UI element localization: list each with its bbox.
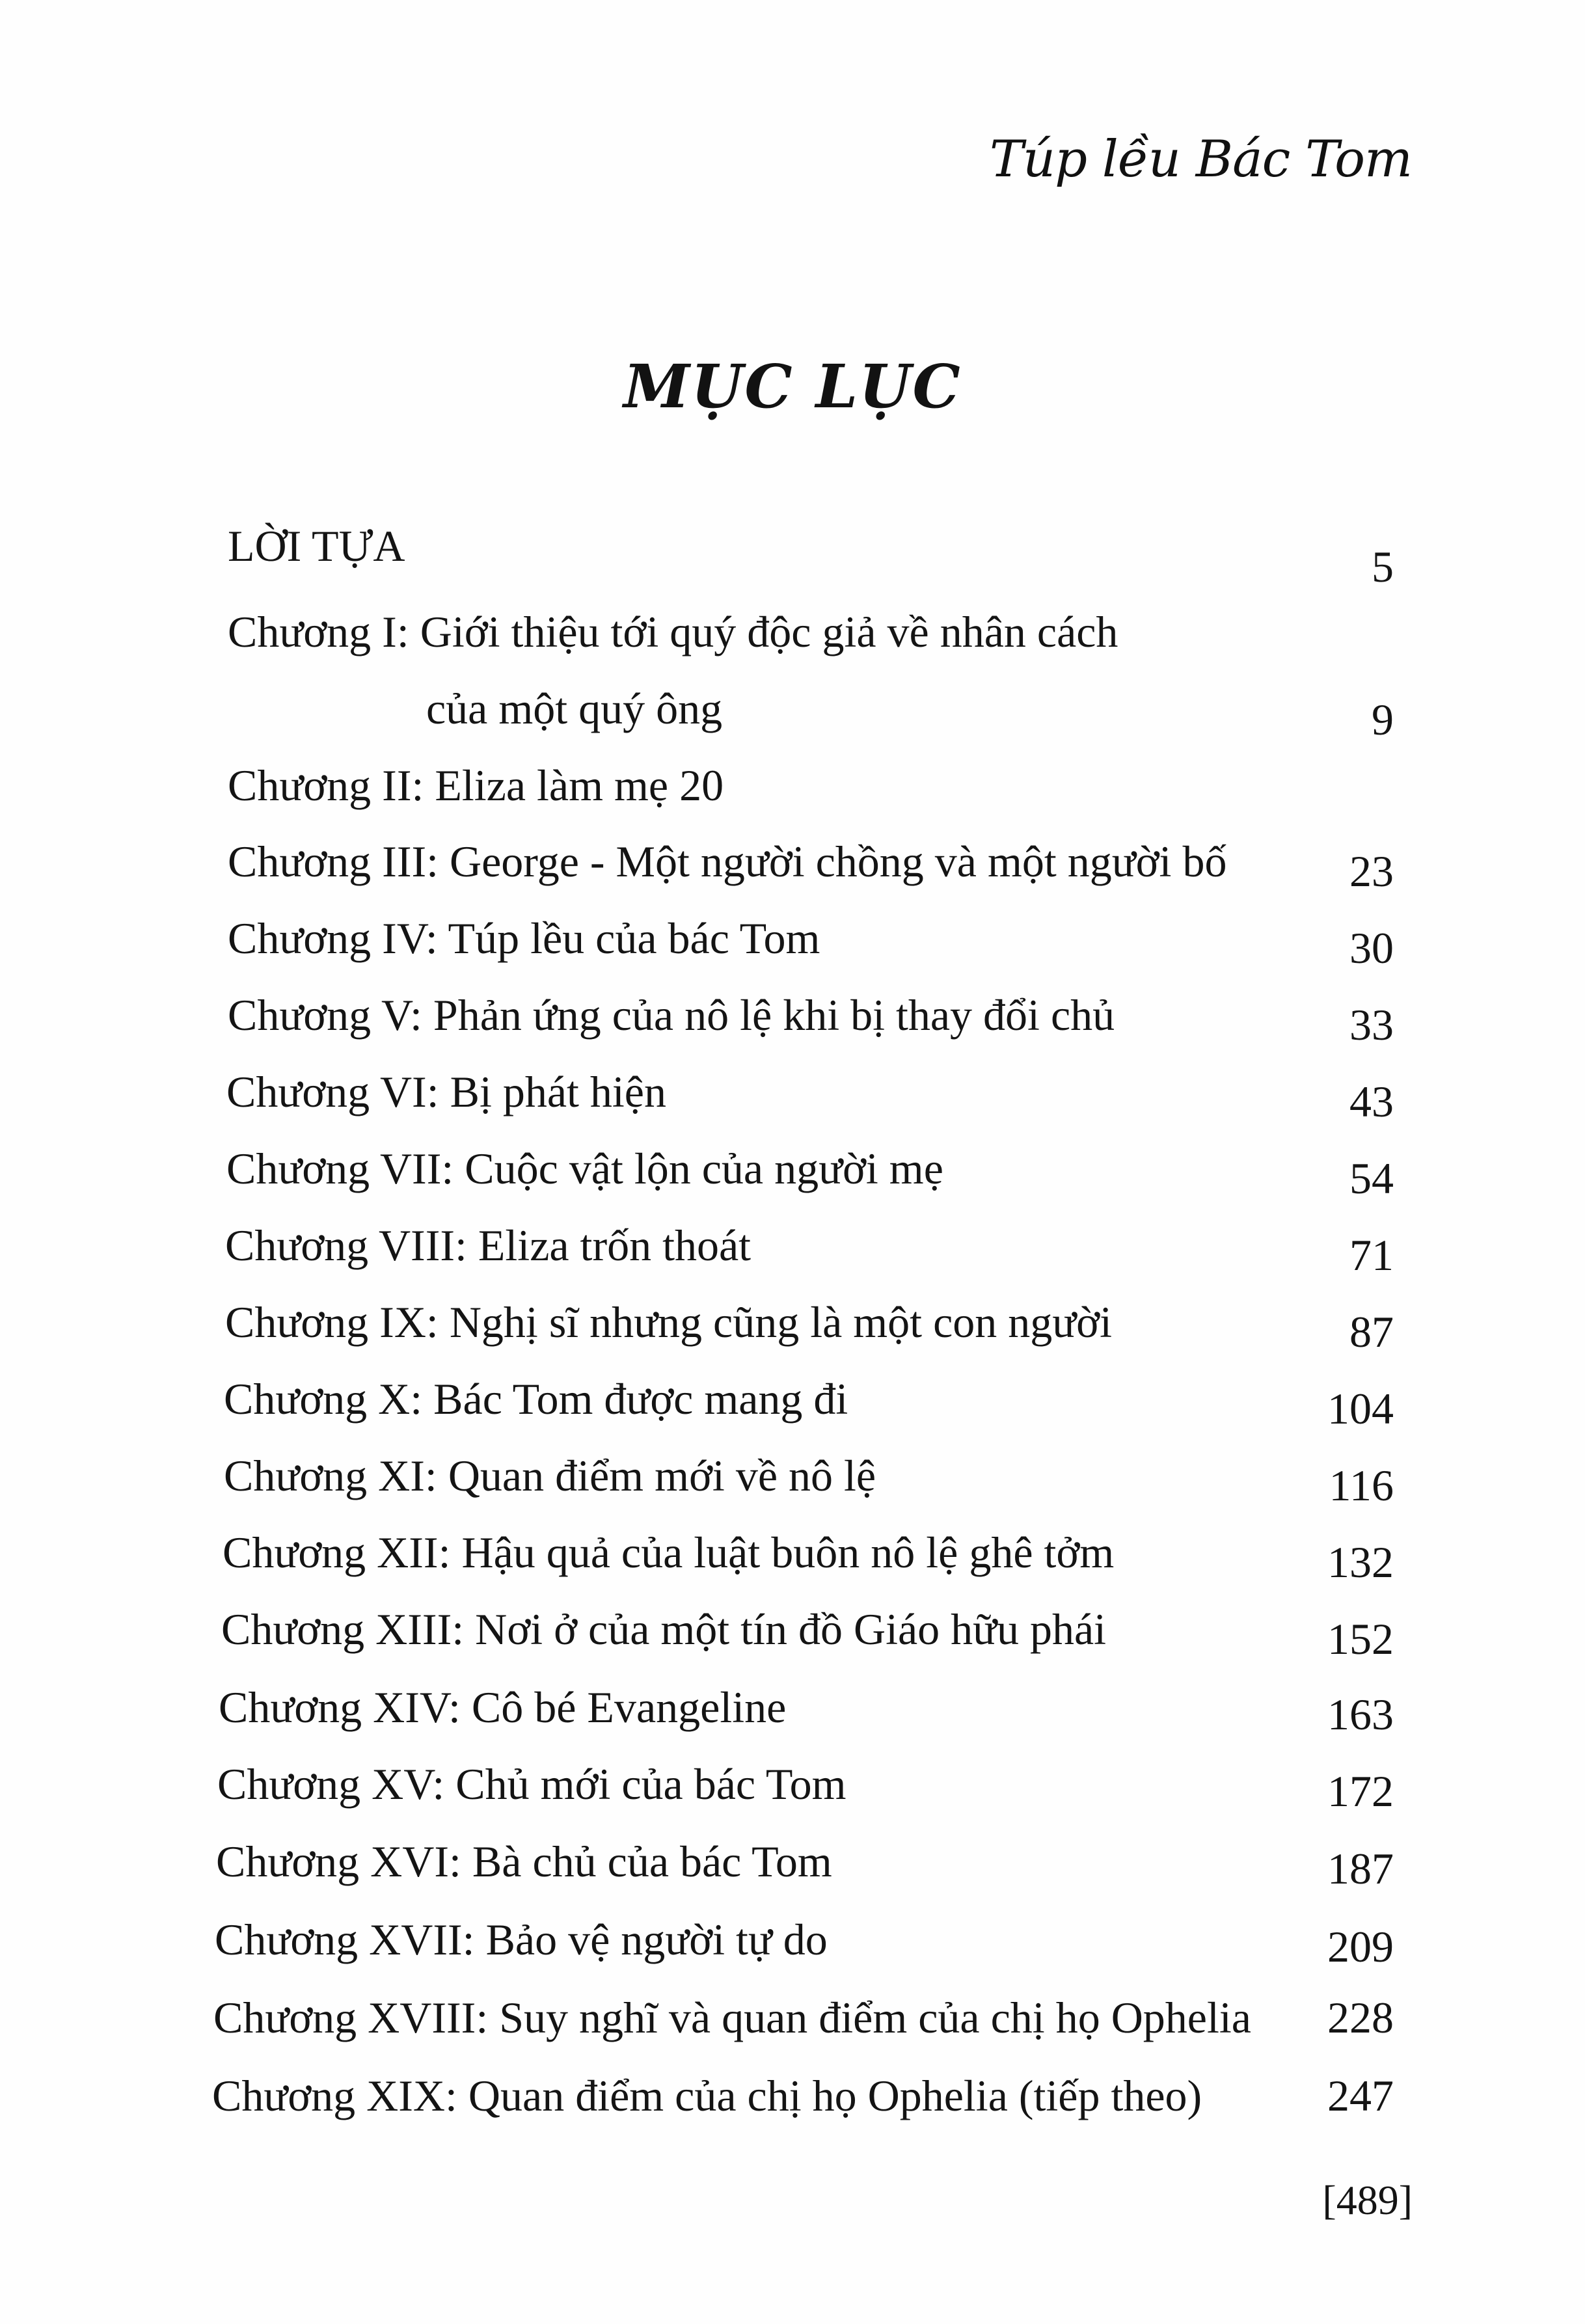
toc-entry-page: 33	[1349, 1000, 1394, 1049]
toc-entry-page: 54	[1349, 1154, 1394, 1203]
toc-entry-label: Chương III: George - Một người chồng và một người bố	[228, 837, 1227, 886]
toc-entry-label: LỜI TỰA	[228, 521, 405, 571]
toc-entry-label: Chương XVIII: Suy nghĩ và quan điểm của chị họ Ophelia	[213, 1993, 1251, 2042]
toc-entry-page: 87	[1349, 1307, 1394, 1357]
toc-entry-page: 9	[1372, 695, 1394, 744]
toc-entry-label: Chương XII: Hậu quả của luật buôn nô lệ ghê tởm	[223, 1528, 1115, 1577]
toc-entry-page: 172	[1327, 1766, 1394, 1816]
toc-entry-label: Chương I: Giới thiệu tới quý độc giả về nhân cách	[228, 607, 1118, 656]
toc-entry-label: Chương VIII: Eliza trốn thoát	[225, 1221, 752, 1270]
toc-entry-label: Chương IV: Túp lều của bác Tom	[228, 913, 820, 963]
toc-entry-page: 132	[1327, 1537, 1394, 1587]
toc-entry-page: 116	[1329, 1461, 1394, 1510]
toc-entry-label: Chương IX: Nghị sĩ nhưng cũng là một con người	[225, 1297, 1112, 1347]
toc-entry-label: Chương V: Phản ứng của nô lệ khi bị thay đổi chủ	[228, 990, 1115, 1040]
toc-entry-label: Chương XIX: Quan điểm của chị họ Ophelia (tiếp theo)	[212, 2071, 1202, 2120]
toc-entry-label: Chương II: Eliza làm mẹ 20	[228, 761, 724, 810]
toc-entry-label: Chương XVI: Bà chủ của bác Tom	[216, 1837, 832, 1886]
toc-entry-page: 5	[1372, 542, 1394, 591]
toc-entry-label: Chương XI: Quan điểm mới về nô lệ	[224, 1451, 876, 1500]
page-number: [489]	[1322, 2177, 1413, 2223]
toc-entry-page: 43	[1349, 1077, 1394, 1126]
toc-entry-page: 30	[1349, 923, 1394, 973]
toc-entry-label: Chương VII: Cuộc vật lộn của người mẹ	[226, 1144, 943, 1193]
page-title: MỤC LỤC	[623, 351, 962, 422]
running-header: Túp lều Bác Tom	[989, 130, 1412, 189]
toc-entry-page: 104	[1327, 1384, 1394, 1433]
toc-entry-page: 152	[1327, 1614, 1394, 1664]
toc-entry-continuation: của một quý ông	[426, 684, 723, 733]
toc-entry-page: 163	[1327, 1690, 1394, 1739]
toc-entry-page: 23	[1349, 846, 1394, 896]
toc-entry-page: 71	[1349, 1230, 1394, 1280]
toc-entry-label: Chương VI: Bị phát hiện	[226, 1067, 666, 1116]
toc-entry-page: 187	[1327, 1844, 1394, 1893]
toc-entry-label: Chương X: Bác Tom được mang đi	[224, 1374, 848, 1424]
toc-entry-label: Chương XVII: Bảo vệ người tự do	[215, 1915, 828, 1964]
toc-entry-page: 209	[1327, 1922, 1394, 1971]
toc-entry-label: Chương XIV: Cô bé Evangeline	[219, 1682, 787, 1732]
toc-entry-label: Chương XV: Chủ mới của bác Tom	[217, 1759, 847, 1809]
toc-entry-page: 247	[1327, 2071, 1394, 2120]
toc-entry-label: Chương XIII: Nơi ở của một tín đồ Giáo hữu phái	[221, 1604, 1107, 1654]
toc-entry-page: 228	[1327, 1993, 1394, 2042]
